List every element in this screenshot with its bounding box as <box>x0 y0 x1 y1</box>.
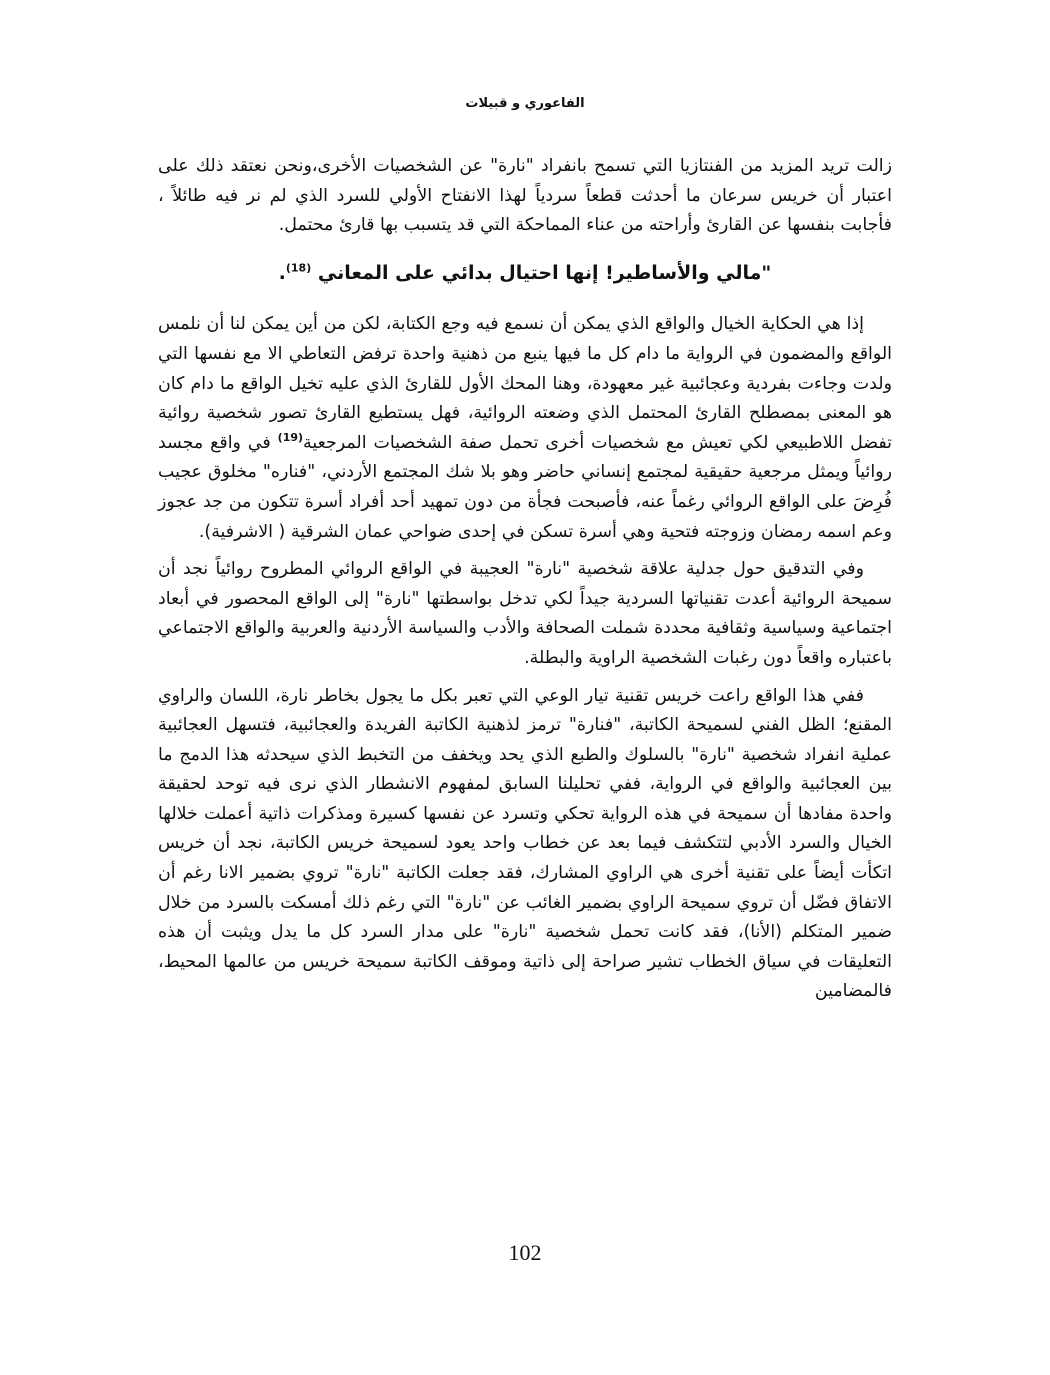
running-header: الفاعوري و قبيلات <box>465 96 585 111</box>
body-text <box>158 152 892 1007</box>
page-number: 102 <box>508 1240 542 1265</box>
section-heading-text: "مالي والأساطير! إنها احتيال بدائي على المعاني <box>311 261 772 284</box>
paragraph-1: زالت تريد المزيد من الفنتازيا التي تسمح بانفراد "نارة" عن الشخصيات الأخرى،ونحن نعتقد ذلك على اعتبار أن خريس سرعان ما أحدثت قطعاً سردياً لهذا الانفتاح الأولي للسرد الذي لم نر فيه طائلاً ، فأجابت بنفسها عن القارئ وأراحته من عناء المماحكة التي قد يتسبب بها قارئ محتمل. <box>158 156 892 236</box>
section-heading-end: . <box>278 261 286 284</box>
paragraph-3: وفي التدقيق حول جدلية علاقة شخصية "نارة" العجيبة في الواقع الروائي المطروح روائياً نجد أن سميحة الروائية أعدت تقنياتها السردية جيداً لكي تدخل بواسطتها "نارة" إلى الواقع المحصور في أبعاد اجتماعية وسياسية وثقافية محددة شملت الصحافة والأدب والسياسة الأردنية والعربية والواقع الاجتماعي باعتباره واقعاً دون رغبات الشخصية الراوية والبطلة. <box>158 559 892 668</box>
footnote-ref-19: (19) <box>277 430 304 444</box>
paragraph-2-part-a: إذا هي الحكاية الخيال والواقع الذي يمكن أن نسمع فيه وجع الكتابة، لكن من أين يمكن لنا أن نلمس الواقع والمضمون في الرواية ما دام كل ما فيها ينبع من ذهنية واحدة ترفض التعاطي الا مع نفسها التي ولدت وجاءت بفردية وعجائبية غير معهودة، وهنا المحك الأول للقارئ الذي عليه تخيل الواقع ما دام كان هو المعنى بمصطلح القارئ المحتمل الذي وضعته الروائية، فهل يستطيع القارئ تصور شخصية روائية تفضل اللاطبيعي لكي تعيش مع شخصيات أخرى تحمل صفة الشخصيات المرجعية <box>158 314 892 453</box>
paragraph-2 <box>158 310 892 547</box>
paragraph-2-part-b: في واقع مجسد روائياً ويمثل مرجعية حقيقية لمجتمع إنساني حاضر وهو بلا شك المجتمع الأردني، "فناره" مخلوق عجيب فُرِضَ على الواقع الروائي رغماً عنه، فأصبحت فجأة من دون تمهيد أحد أفراد أسرة تتكون من جد عجوز وعم اسمه رمضان وزوجته فتحية وهي أسرة تسكن في إحدى ضواحي عمان الشرقية ( الاشرفية). <box>158 432 892 542</box>
section-heading <box>158 259 892 289</box>
paragraph-4: ففي هذا الواقع راعت خريس تقنية تيار الوعي التي تعبر بكل ما يجول بخاطر نارة، اللسان والراوي المقنع؛ الظل الفني لسميحة الكاتبة، "فنارة" ترمز لذهنية الكاتبة الفريدة والعجائبية، فتسهل العجائبية عملية انفراد شخصية "نارة" بالسلوك والطبع الذي يحد ويخفف من التخبط الذي سيحدثه هذا الدمج ما بين العجائبية والواقع في الرواية، ففي تحليلنا السابق لمفهوم الانشطار الذي نرى فيه توحد لحقيقة واحدة مفادها أن سميحة في هذه الرواية تحكي وتسرد عن نفسها كسيرة ومذكرات ذاتية أعملت خلالها الخيال والسرد الأدبي لتتكشف فيما بعد عن خطاب واحد يعود لسميحة خريس الكاتبة، نجد أن خريس اتكأت أيضاً على تقنية أخرى هي الراوي المشارك، فقد جعلت الكاتبة "نارة" تروي بضمير الانا رغم أن الاتفاق فضّل أن تروي سميحة الراوي بضمير الغائب عن "نارة" التي رغم ذلك أمسكت بالسرد من خلال ضمير المتكلم (الأنا)، فقد كانت تحمل شخصية "نارة" على مدار السرد كل ما يدل ويثبت أن هذه التعليقات في سياق الخطاب تشير صراحة إلى ذاتية وموقف الكاتبة سميحة خريس من عالمها المحيط، فالمضامين <box>158 685 892 1002</box>
footnote-ref-18: (18) <box>285 261 312 275</box>
